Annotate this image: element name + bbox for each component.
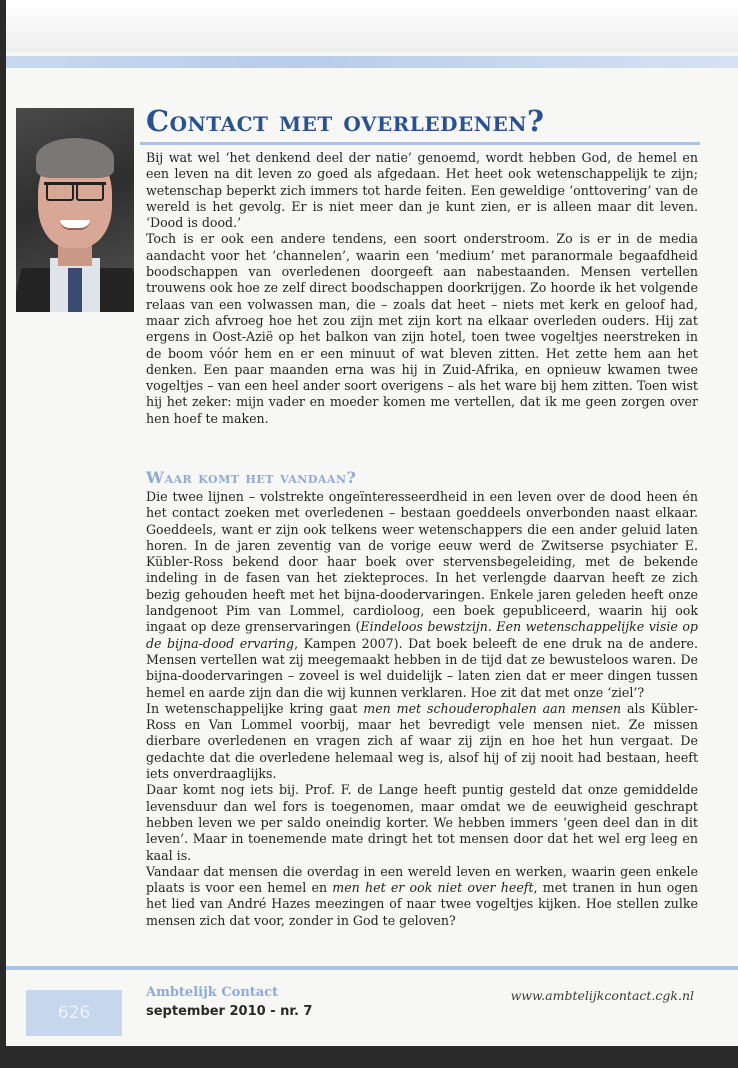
section2-paragraph-4 [146, 864, 698, 929]
section-subheading: Waar komt het vandaan? [146, 468, 357, 487]
article-intro [146, 150, 698, 427]
section2-paragraph-3: Daar komt nog iets bij. Prof. F. de Lange heeft puntig gesteld dat onze gemiddelde levensduur dan wel fors is toegenomen, maar omdat we de eeuwigheid geschrapt hebben leven we per saldo oneindig korter. We hebben immers ‘geen deel dan in dit leven’. Maar in toenemende mate dringt het tot mensen door dat het wel erg leeg en kaal is. [146, 782, 698, 863]
website-link[interactable]: www.ambtelijkcontact.cgk.nl [510, 988, 694, 1003]
p4-text-a: Vandaar dat mensen die overdag in een wereld leven en werken, waarin geen enkele plaats is voor een hemel en [146, 863, 698, 896]
magazine-name: Ambtelijk Contact [146, 985, 279, 1000]
title-underline [140, 142, 700, 145]
section2-paragraph-2 [146, 701, 698, 782]
intro-paragraph-1: Bij wat wel ‘het denkend deel der natie’ genoemd, wordt hebben God, de hemel en een leven na dit leven zo goed als afgedaan. Het heet ook wetenschappelijk te zijn; wetenschap beperkt zich immers tot harde feiten. Een geweldige ‘onttovering’ van de wereld is het gevolg. Er is niet meer dan je kunt zien, er is alleen maar dit leven. ‘Dood is dood.’ [146, 150, 698, 231]
p4-text-b: , met tranen in hun ogen het lied van André Hazes meezingen of naar twee vogeltjes kijken. Hoe stellen zulke mensen zich dat voor, zonder in God te geloven? [146, 880, 699, 928]
top-color-bar [6, 56, 738, 68]
article-title: Contact met overledenen? [146, 104, 545, 138]
p1-text-b: , Kampen 2007). Dat boek beleeft de ene druk na de andere. Mensen vertellen wat zij meegemaakt hebben in de tijd dat ze bewusteloos waren. De bijna-doodervaringen – zoveel is wel duidelijk – laten zien dat er meer dingen tussen hemel en aarde zijn dan die wij kunnen verklaren. Hoe zit dat met onze ‘ziel’? [146, 635, 699, 700]
p2-emphasis: men met schouderophalen aan mensen [363, 700, 622, 716]
p2-text-b: als Kübler-Ross en Van Lommel voorbij, maar het bevredigt vele mensen niet. Ze missen dierbare overledenen en vragen zich af waar zij zijn en hoe het hun vergaat. De gedachte dat die overledene helemaal weg is, alsof hij of zij nooit had bestaan, heeft iets onverdraaglijks. [146, 700, 698, 782]
photo-glasses [44, 182, 106, 201]
p4-emphasis: men het er ook niet over heeft [332, 880, 534, 896]
section2-paragraph-1 [146, 489, 698, 701]
scan-edge [0, 0, 6, 1068]
author-photo [16, 108, 134, 312]
book-title: Eindeloos bewstzijn. Een wetenschappelijke visie op de bijna-dood ervaring [146, 619, 698, 651]
photo-hair [36, 138, 114, 178]
footer-rule [6, 966, 738, 970]
intro-paragraph-2: Toch is er ook een andere tendens, een soort onderstroom. Zo is er in de media aandacht voor het ‘channelen’, waarin een ‘medium’ met paranormale begaafdheid boodschappen van overledenen doorgeeft aan nabestaanden. Mensen vertellen trouwens ook hoe ze zelf direct boodschappen doorkrijgen. Zo hoorde ik het volgende relaas van een volwassen man, die – zoals dat heet – niets met kerk en geloof had, maar zich afvroeg hoe het zou zijn met zijn kort na elkaar overleden ouders. Hij zat ergens in Oost-Azië op het balkon van zijn hotel, toen twee vogeltjes neerstreken in de boom vóór hem en er een minuut of wat bleven zitten. Het zette hem aan het denken. Een paar maanden erna was hij in Zuid-Afrika, en opnieuw kwamen twee vogeltjes – van een heel ander soort overigens – als het ware bij hem zitten. Toen wist hij het zeker: mijn vader en moeder komen me vertellen, dat ik me geen zorgen over hen hoef te maken. [146, 231, 698, 426]
header-band [6, 0, 738, 52]
issue-label: september 2010 - nr. 7 [146, 1004, 313, 1019]
p1-text-a: Die twee lijnen – volstrekte ongeïnteresseerdheid in een leven over de dood heen én het contact zoeken met overledenen – bestaan goeddeels onverbonden naast elkaar. Goeddeels, want er zijn ook telkens weer wetenschappers die een ander geluid laten horen. In de jaren zeventig van de vorige eeuw werd de Zwitserse psychiater E. Kübler-Ross bekend door haar boek over stervensbegeleiding, met de bekende indeling in de fasen van het ziekteproces. In het verlengde daarvan heeft ze zich bezig gehouden heeft met het bijna-doodervaringen. Enkele jaren geleden heeft onze landgenoot Pim van Lommel, cardioloog, een boek gepubliceerd, waarin hij ook ingaat op deze grenservaringen ( [146, 489, 698, 635]
p2-text-a: In wetenschappelijke kring gaat [146, 700, 364, 716]
page-number: 626 [26, 990, 122, 1036]
article-section-2 [146, 489, 698, 929]
scan-bottom-edge [0, 1046, 738, 1068]
photo-tie [68, 268, 82, 312]
